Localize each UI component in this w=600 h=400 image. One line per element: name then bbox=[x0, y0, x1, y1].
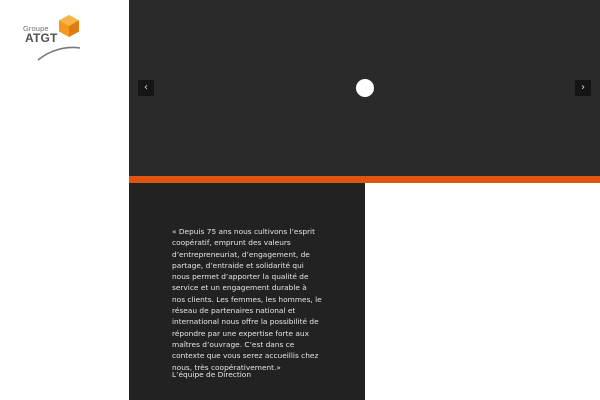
logo-swoosh-icon bbox=[20, 36, 82, 62]
direction-quote: « Depuis 75 ans nous cultivons l’esprit coopératif, emprunt des valeurs d’entrepreneuriat, d’engagement, de partage, d’entraide et solidarité qui nous permet d’apporter la qualité de service et un engagement durable à nos clients. Les femmes, les hommes, le réseau de partenaires national et international nous offre la possibilité de répondre par une expertise forte aux maîtres d’ouvrage. C’est dans ce contexte que vous serez accueillis chez nous, très coopérativement.» bbox=[172, 227, 322, 372]
atgt-logo[interactable] bbox=[20, 14, 80, 62]
quote-signature: L’équipe de Direction bbox=[172, 370, 252, 379]
quote-panel bbox=[129, 183, 365, 400]
slider-next-button[interactable]: › bbox=[575, 80, 591, 96]
content-area bbox=[365, 183, 600, 400]
slider-prev-button[interactable]: ‹ bbox=[138, 80, 154, 96]
logo-brand-text: ATGT bbox=[25, 31, 58, 45]
hexagon-logo-icon bbox=[58, 14, 80, 38]
accent-stripe bbox=[129, 176, 600, 183]
slider-pagination-dot[interactable] bbox=[356, 79, 374, 97]
sidebar bbox=[0, 0, 129, 400]
logo-groupe-text: Groupe bbox=[23, 24, 49, 33]
